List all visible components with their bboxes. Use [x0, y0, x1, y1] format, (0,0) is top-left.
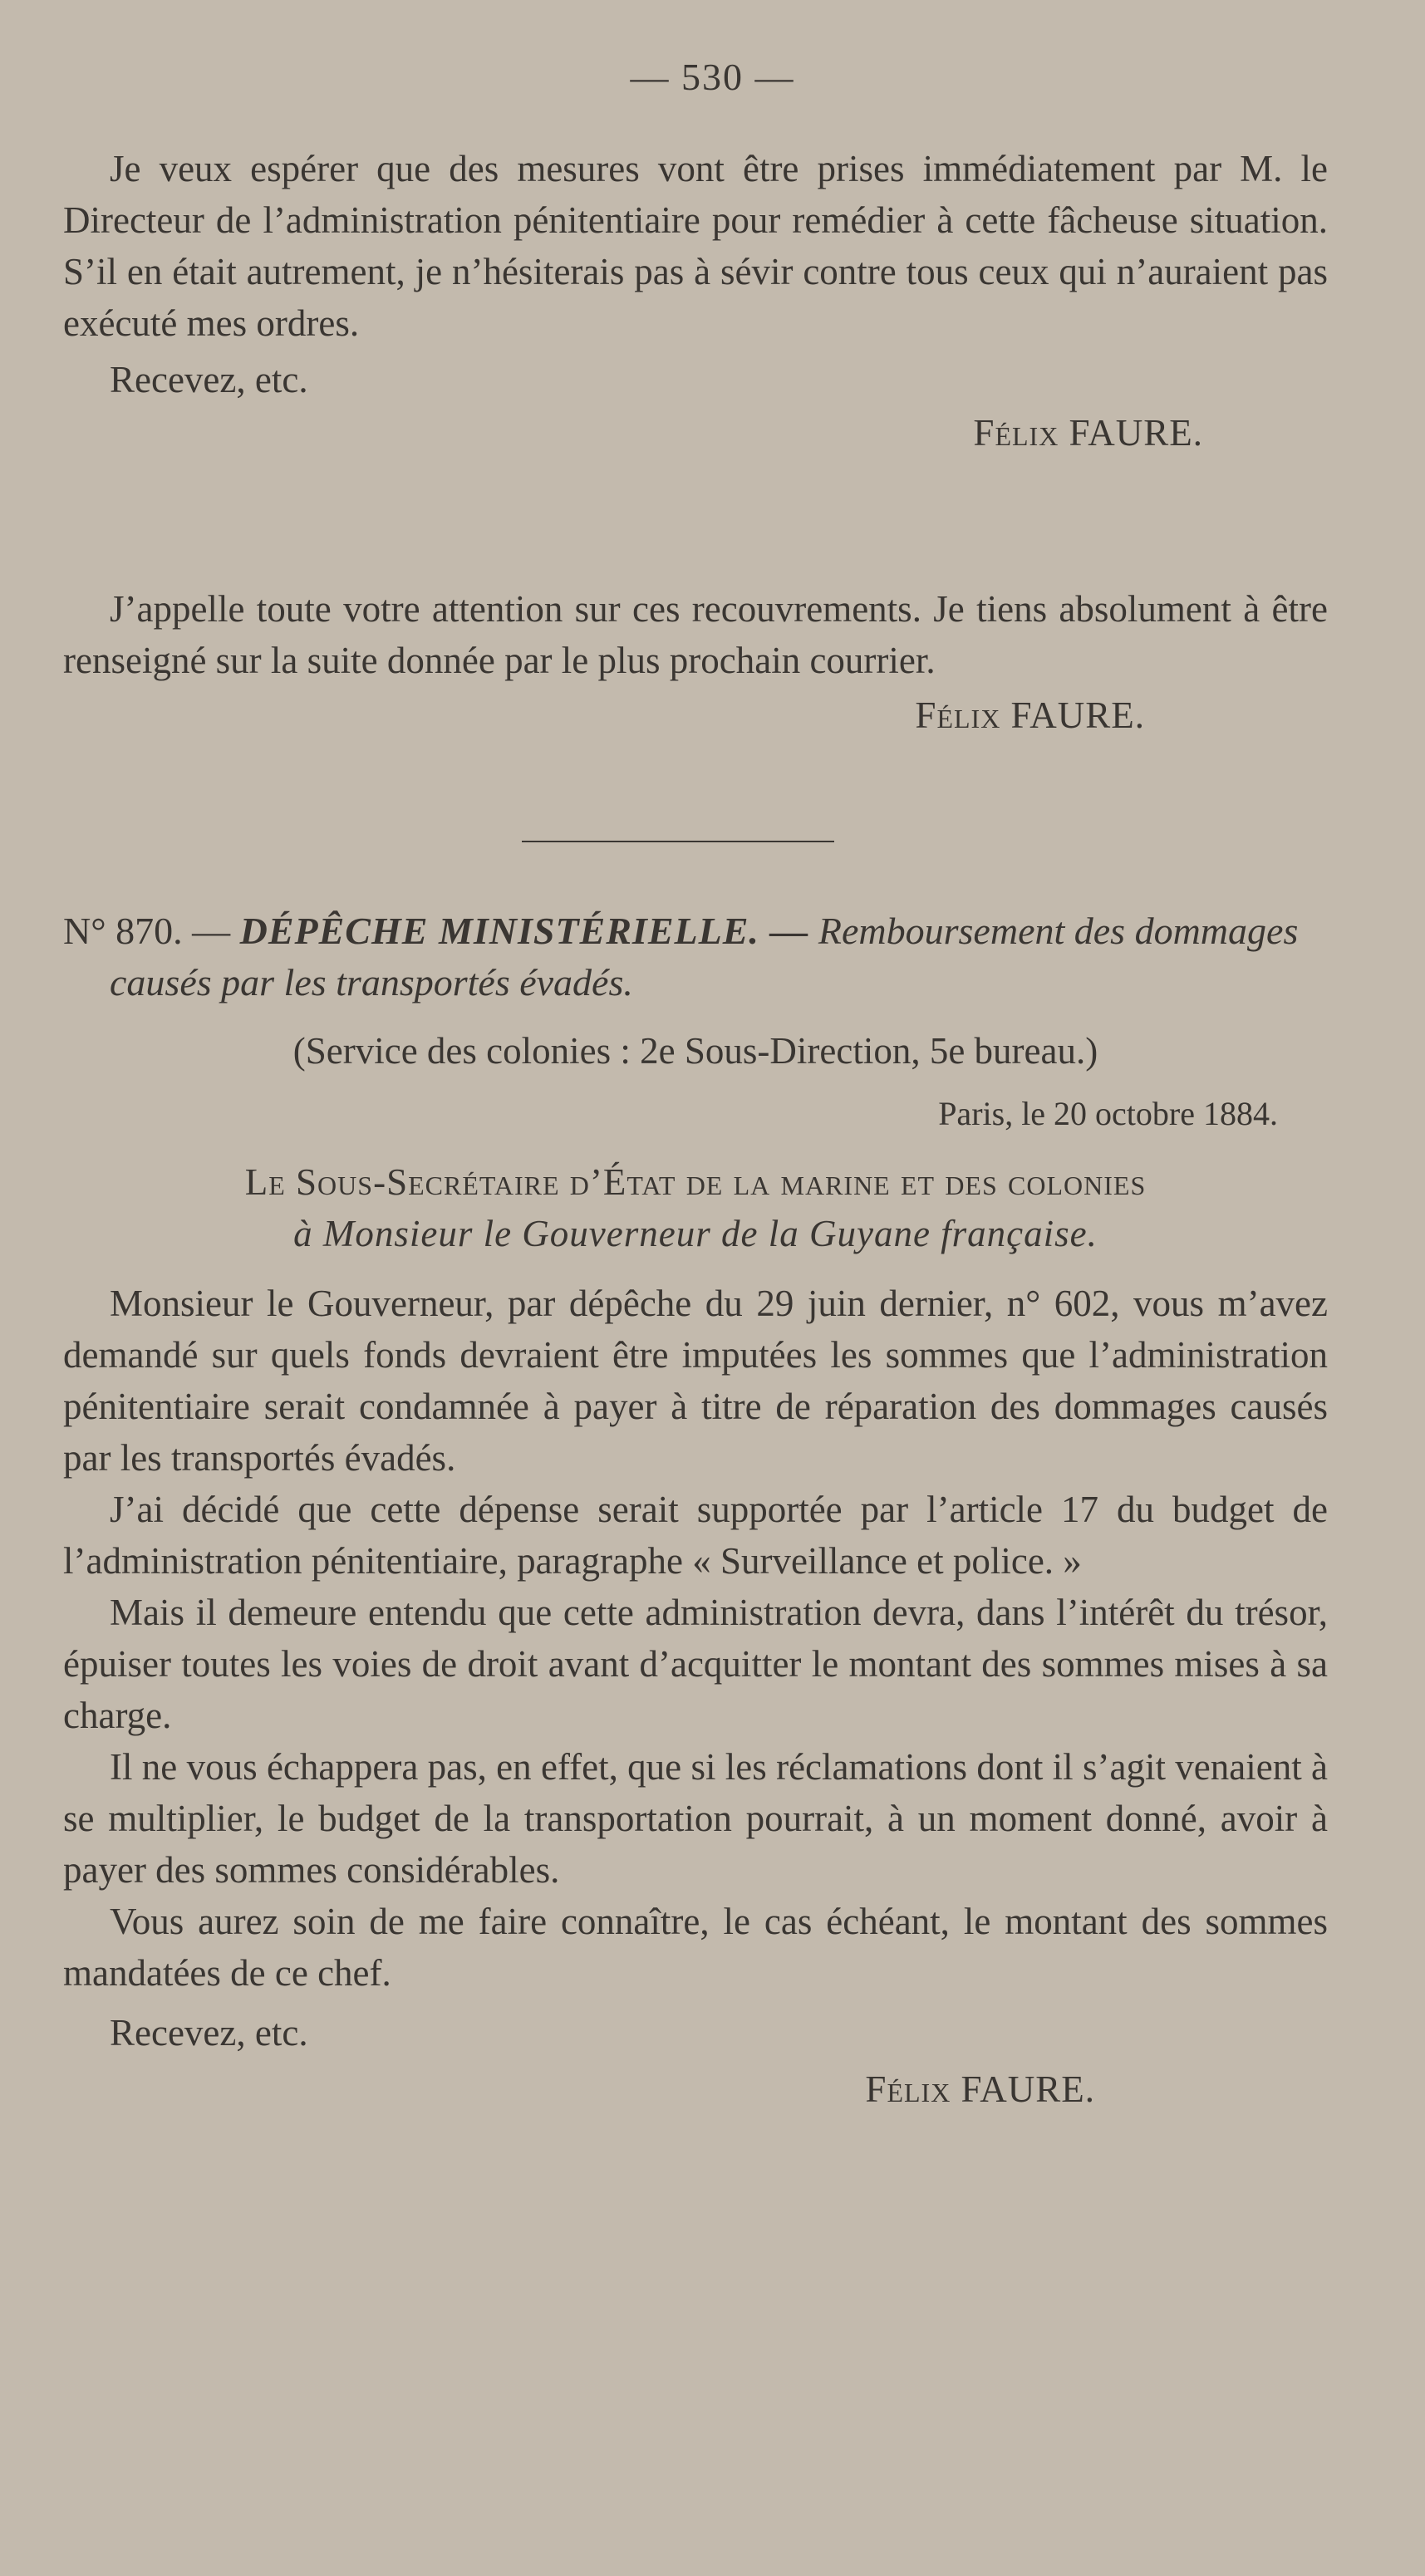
letter-end-section: [63, 143, 1328, 459]
closing-formula: Recevez, etc.: [110, 2012, 308, 2053]
recipient: à Monsieur le Gouverneur de la Guyane française.: [293, 1213, 1098, 1254]
dispatch-subject: Remboursement des dommages causés par les transportés évadés.: [110, 910, 1299, 1003]
dispatch-number: N° 870. —: [63, 910, 231, 952]
service-line: (Service des colonies : 2e Sous-Direction, 5e bureau.): [292, 1030, 1098, 1072]
paragraph: J’appelle toute votre attention sur ces recouvrements. Je tiens absolument à être renseigné sur la suite donnée par le plus prochain courrier.: [63, 588, 1328, 681]
paragraph: Il ne vous échappera pas, en effet, que si les réclamations dont il s’agit venaient à se multiplier, le budget de la transportation pourrait, à un moment donné, avoir à payer des sommes considérables.: [63, 1746, 1328, 1891]
paragraph: J’ai décidé que cette dépense serait supportée par l’article 17 du budget de l’administration pénitentiaire, paragraphe « Surveillance et police. »: [63, 1489, 1328, 1582]
dateline: Paris, le 20 octobre 1884.: [938, 1095, 1278, 1132]
paragraph: Vous aurez soin de me faire connaître, le cas échéant, le montant des sommes mandatées de ce chef.: [63, 1901, 1328, 1994]
page-number: — 530 —: [630, 56, 795, 98]
addressee-block: [63, 1156, 1328, 1259]
dispatch-section: [63, 905, 1328, 2115]
signature: Félix FAURE.: [915, 694, 1145, 736]
dispatch-heading: [63, 905, 1328, 1008]
sender: Le Sous-Secrétaire d’État de la marine et des colonies: [244, 1161, 1147, 1203]
paragraph: Mais il demeure entendu que cette administration devra, dans l’intérêt du trésor, épuiser toutes les voies de droit avant d’acquitter le montant des sommes mises à sa charge.: [63, 1592, 1328, 1736]
note-section: [63, 583, 1328, 741]
dispatch-body: [63, 1278, 1328, 1999]
section-divider: [522, 841, 834, 842]
paragraph: Je veux espérer que des mesures vont être prises immédiatement par M. le Directeur de l’administration pénitentiaire pour remédier à cette fâcheuse situation. S’il en était autrement, je n’hésiterais pas à sévir contre tous ceux qui n’auraient pas exécuté mes ordres.: [63, 148, 1328, 344]
paragraph: Monsieur le Gouverneur, par dépêche du 29 juin dernier, n° 602, vous m’avez demandé sur quels fonds devraient être imputées les sommes que l’administration pénitentiaire serait condamnée à payer à titre de réparation des dommages causés par les transportés évadés.: [63, 1283, 1328, 1479]
signature: Félix FAURE.: [865, 2068, 1095, 2110]
dispatch-title: DÉPÊCHE MINISTÉRIELLE. —: [239, 910, 809, 952]
closing-formula: Recevez, etc.: [110, 359, 308, 400]
signature: Félix FAURE.: [973, 412, 1203, 454]
